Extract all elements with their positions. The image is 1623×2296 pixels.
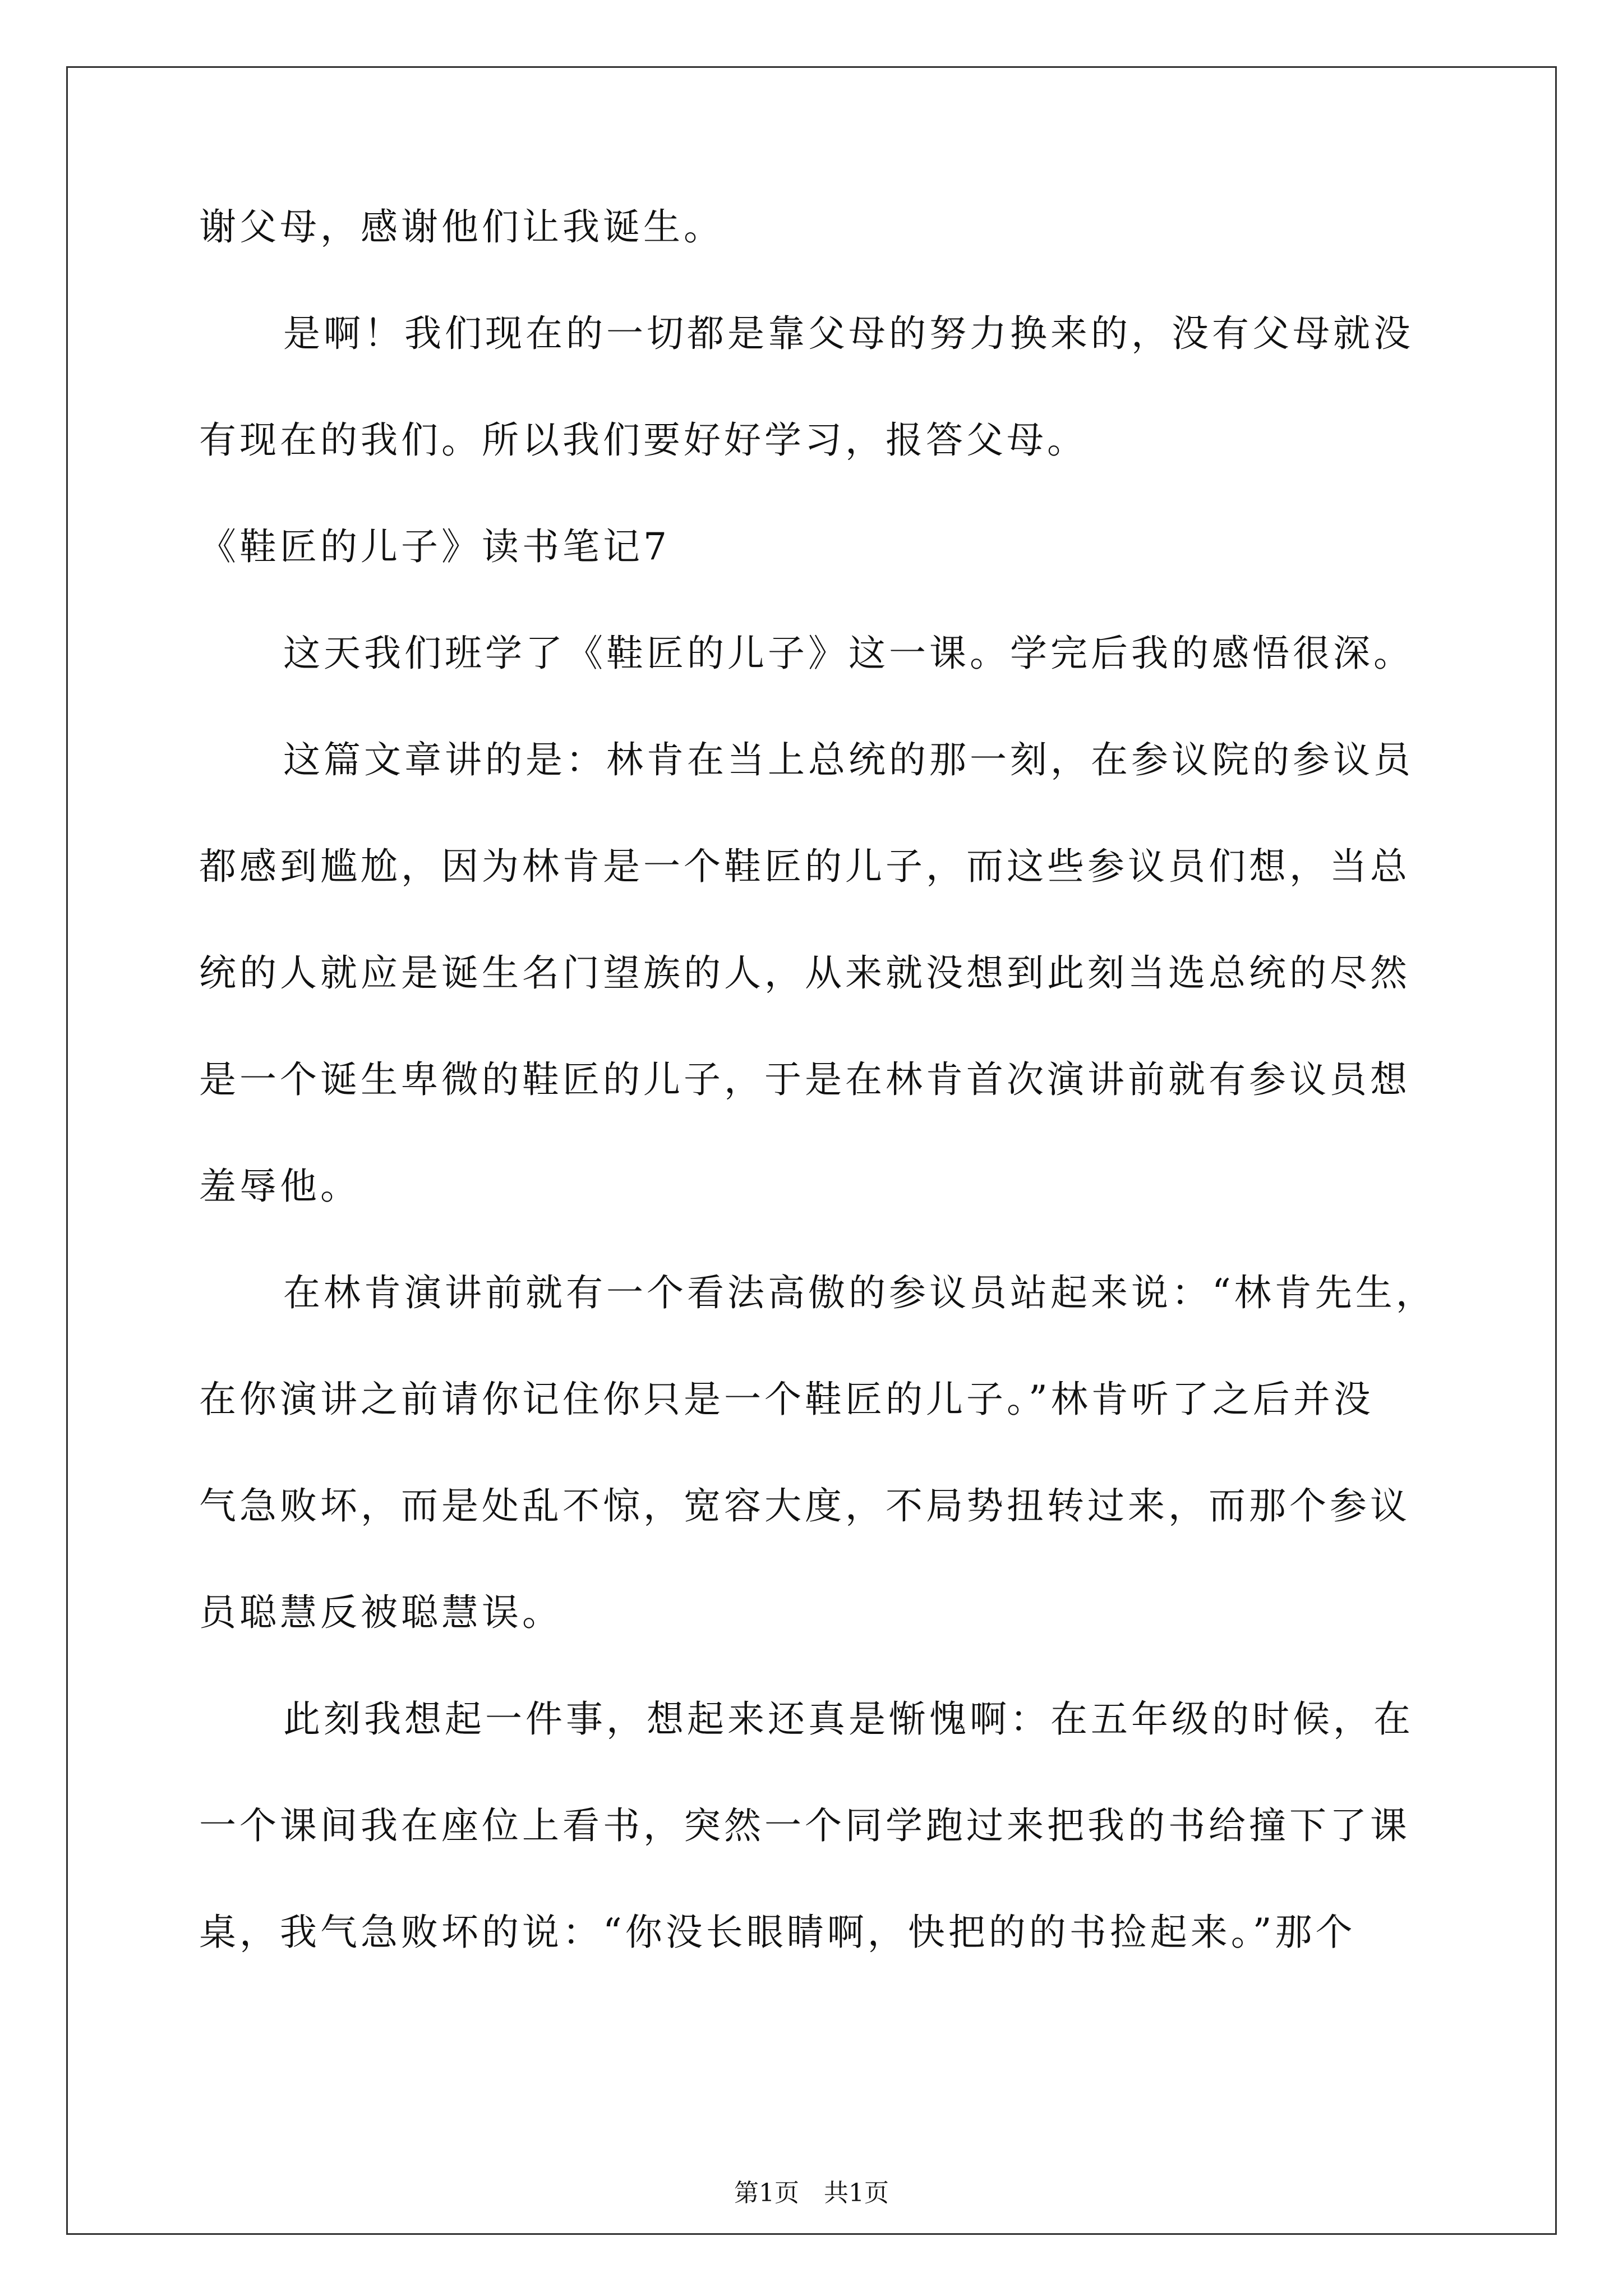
text-line: 有现在的我们。所以我们要好好学习，报答父母。 (199, 418, 1087, 462)
text-line: 桌，我气急败坏的说：“你没长眼睛啊，快把的的书捡起来。”那个 (199, 1911, 1356, 1954)
paragraph-start-line: 这天我们班学了《鞋匠的儿子》这一课。学完后我的感悟很深。 (283, 632, 1414, 675)
paragraph-start-line: 这篇文章讲的是：林肯在当上总统的那一刻，在参议院的参议员 (283, 738, 1414, 781)
paragraph-start-line: 是啊！我们现在的一切都是靠父母的努力换来的，没有父母就没 (283, 312, 1414, 355)
page-number-footer: 第1页 共1页 (734, 2179, 889, 2207)
text-line: 员聪慧反被聪慧误。 (199, 1591, 562, 1634)
paragraph-start-line: 此刻我想起一件事，想起来还真是惭愧啊：在五年级的时候，在 (283, 1697, 1414, 1741)
text-line: 是一个诞生卑微的鞋匠的儿子，于是在林肯首次演讲前就有参议员想 (199, 1058, 1410, 1101)
section-heading: 《鞋匠的儿子》读书笔记7 (199, 525, 670, 568)
text-line: 一个课间我在座位上看书，突然一个同学跑过来把我的书给撞下了课 (199, 1804, 1410, 1847)
text-line: 统的人就应是诞生名门望族的人，从来就没想到此刻当选总统的尽然 (199, 951, 1410, 995)
text-line: 在你演讲之前请你记住你只是一个鞋匠的儿子。”林肯听了之后并没 (199, 1378, 1374, 1421)
text-line: 羞辱他。 (199, 1165, 361, 1208)
text-line: 气急败坏，而是处乱不惊，宽容大度，不局势扭转过来，而那个参议 (199, 1484, 1410, 1527)
text-line: 谢父母，感谢他们让我诞生。 (199, 205, 724, 249)
paragraph-start-line: 在林肯演讲前就有一个看法高傲的参议员站起来说：“林肯先生， (283, 1271, 1436, 1314)
text-line: 都感到尴尬，因为林肯是一个鞋匠的儿子，而这些参议员们想，当总 (199, 845, 1410, 888)
